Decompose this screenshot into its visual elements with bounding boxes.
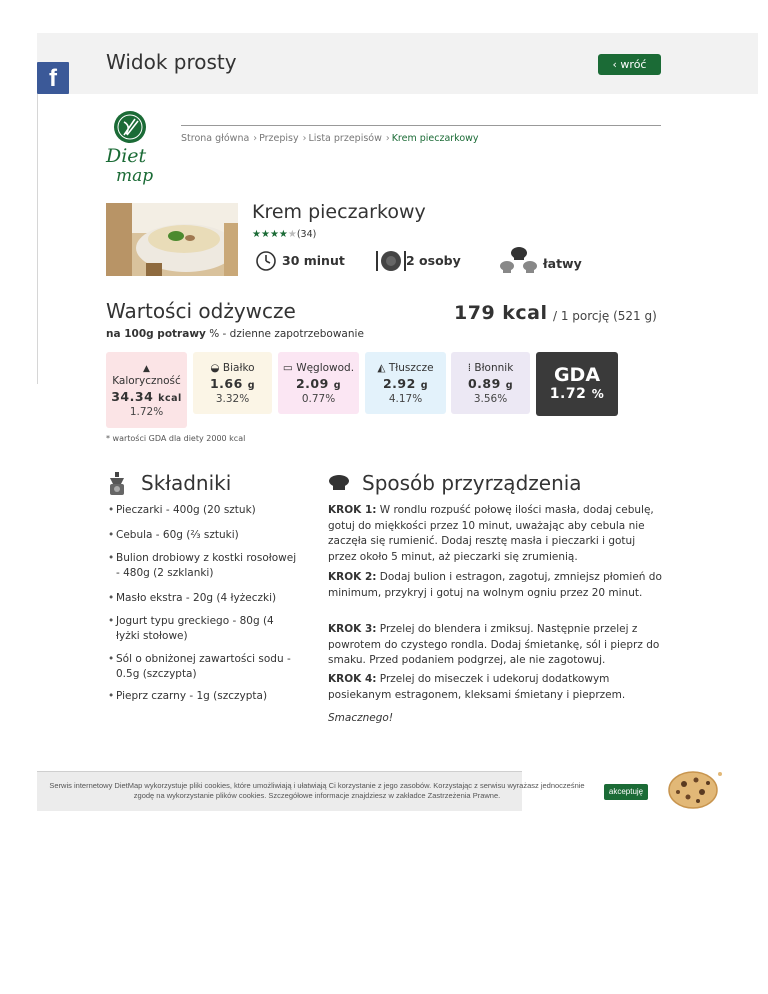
ingredient-item: • Sól o obniżonej zawartości sodu - 0.5g (szczypta) (108, 653, 291, 680)
clock-icon (255, 250, 277, 272)
gda-note: * wartości GDA dla diety 2000 kcal (106, 434, 246, 443)
star-icon: ★ (269, 229, 279, 240)
nutrient-name: Tłuszcze (388, 362, 434, 374)
page-title: Widok prosty (106, 50, 237, 74)
ingredient-item: • Bulion drobiowy z kostki rosołowej - 480g (2 szklanki) (108, 552, 297, 579)
nutrient-name: Kaloryczność (112, 375, 181, 387)
nutrient-unit: kcal (158, 393, 182, 404)
nutrient-card-fat (365, 352, 446, 414)
nutrient-unit: g (505, 380, 513, 391)
nutrient-value: 1.66 (209, 376, 243, 391)
nutrient-percent: 3.32% (215, 393, 250, 405)
nutrient-value: 34.34 (111, 389, 154, 404)
gda-box (536, 352, 618, 416)
chevron-right-icon: › (253, 133, 258, 144)
grinder-icon (106, 472, 128, 496)
star-half-icon: ★ (287, 229, 297, 240)
divider (37, 94, 38, 384)
bread-icon: ▭ (282, 362, 293, 374)
ingredient-item: • Jogurt typu greckiego - 80g (4 łyżki stołowe) (108, 615, 274, 642)
chevron-right-icon: › (385, 133, 390, 144)
nutrient-value: 2.92 (382, 376, 416, 391)
gda-value: 1.72 (549, 386, 587, 402)
recipe-photo (106, 203, 238, 276)
step-1: KROK 1: W rondlu rozpuść połowę ilości masła, dodaj cebulę, gotuj do miękkości przez 10 minut, uważając aby cebula nie zaczęła się rumienić. Dodaj resztę masła i pieczarki i gotuj przez około 5 minut, aż pieczarki się zrumienią. (328, 504, 654, 563)
nutrient-unit: g (247, 380, 255, 391)
prep-time: 30 minut (282, 253, 345, 268)
nutrient-percent: 3.56% (473, 393, 508, 405)
cookie-text-line: zgodę na wykorzystanie plików cookies. Szczegółowe informacje znajdziesz w zakładce Zastrzeżenia Prawne. (133, 791, 501, 800)
step-4: KROK 4: Przelej do miseczek i udekoruj dodatkowym posiekanym estragonem, kleksami śmietany i pieprzem. (328, 673, 626, 701)
flame-icon: ▲ (143, 364, 150, 374)
rating-stars[interactable] (252, 229, 316, 240)
nutrient-unit: g (420, 380, 428, 391)
nutrition-subtitle-rest: % - dzienne zapotrzebowanie (205, 328, 364, 340)
recipe-title: Krem pieczarkowy (252, 201, 426, 223)
cookie-text-line: Serwis internetowy DietMap wykorzystuje pliki cookies, które umożliwiają i ułatwiają Ci korzystanie z jego zasobów. Korzystając z serwisu wyrażasz jednocześnie (49, 781, 585, 790)
gda-unit: % (591, 387, 605, 401)
ingredients-title: Składniki (141, 471, 232, 495)
bowl-icon: ◒ (210, 362, 220, 374)
cookie-image (666, 768, 724, 810)
step-2: KROK 2: Dodaj bulion i estragon, zagotuj, zmniejsz płomień do minimum, przykryj i gotuj na wolnym ogniu przez 20 minut. (328, 571, 662, 599)
ingredient-item: • Pieprz czarny - 1g (szczypta) (108, 690, 268, 702)
ingredient-item: • Pieczarki - 400g (20 sztuk) (108, 504, 256, 516)
back-button[interactable] (598, 54, 661, 75)
breadcrumb-home[interactable]: Strona główna (181, 133, 250, 144)
accept-cookies-button[interactable]: akceptuję (604, 784, 648, 800)
cheese-icon: ◭ (377, 362, 386, 374)
logo-text-diet: Diet (106, 145, 147, 167)
kcal-total: 179 kcal (454, 302, 548, 324)
breadcrumb-rule (181, 125, 661, 126)
step-3: KROK 3: Przelej do blendera i zmiksuj. Następnie przelej z powrotem do czystego rondla. Dodaj śmietankę, sól i pieprz do smaku. Przed podaniem podgrzej, ale nie zagotowuj. (328, 623, 660, 666)
star-icon: ★ (252, 229, 261, 240)
ingredient-item: • Masło ekstra - 20g (4 łyżeczki) (108, 592, 277, 604)
chef-hat-icon (498, 245, 540, 275)
chevron-right-icon: › (302, 133, 307, 144)
nutrient-card-protein (193, 352, 272, 414)
corn-icon: ⁞ (467, 362, 472, 374)
nutrition-subtitle-bold: na 100g potrawy (106, 328, 206, 340)
nutrition-title: Wartości odżywcze (106, 299, 296, 323)
rating-count: (34) (296, 229, 317, 240)
nutrient-name: Węglowod. (296, 362, 355, 374)
star-icon: ★ (278, 229, 288, 240)
nutrient-name: Białko (222, 362, 255, 374)
dietmap-logo[interactable] (104, 108, 154, 188)
breadcrumb-recipes[interactable]: Przepisy (259, 133, 299, 144)
nutrient-card-carbs (278, 352, 359, 414)
nutrient-name: Błonnik (474, 362, 514, 374)
breadcrumb (181, 133, 479, 144)
star-icon: ★ (260, 229, 270, 240)
chevron-left-icon: ‹ (612, 58, 617, 71)
cookie-text (37, 781, 597, 801)
nutrient-card-fiber (451, 352, 530, 414)
gda-label: GDA (553, 364, 601, 386)
facebook-icon[interactable]: f (37, 62, 69, 94)
closing-text: Smacznego! (328, 712, 394, 724)
servings: 2 osoby (406, 253, 461, 268)
nutrient-percent: 0.77% (301, 393, 336, 405)
nutrient-percent: 1.72% (129, 406, 164, 418)
chef-hat-icon (328, 474, 350, 492)
nutrient-unit: g (333, 380, 341, 391)
nutrient-card-calories (106, 352, 187, 428)
nutrient-percent: 4.17% (388, 393, 423, 405)
nutrition-subtitle (106, 328, 364, 340)
logo-text-map: map (116, 166, 154, 186)
plate-cutlery-icon (374, 249, 408, 273)
preparation-title: Sposób przyrządzenia (362, 471, 582, 495)
breadcrumb-current: Krem pieczarkowy (391, 133, 479, 144)
difficulty: łatwy (543, 256, 582, 271)
nutrient-value: 0.89 (467, 376, 501, 391)
ingredient-item: • Cebula - 60g (⅔ sztuki) (108, 529, 239, 541)
breadcrumb-recipe-list[interactable]: Lista przepisów (308, 133, 382, 144)
nutrient-value: 2.09 (295, 376, 329, 391)
back-button-label: wróć (620, 58, 647, 71)
kcal-per-serving: / 1 porcję (521 g) (553, 309, 657, 323)
